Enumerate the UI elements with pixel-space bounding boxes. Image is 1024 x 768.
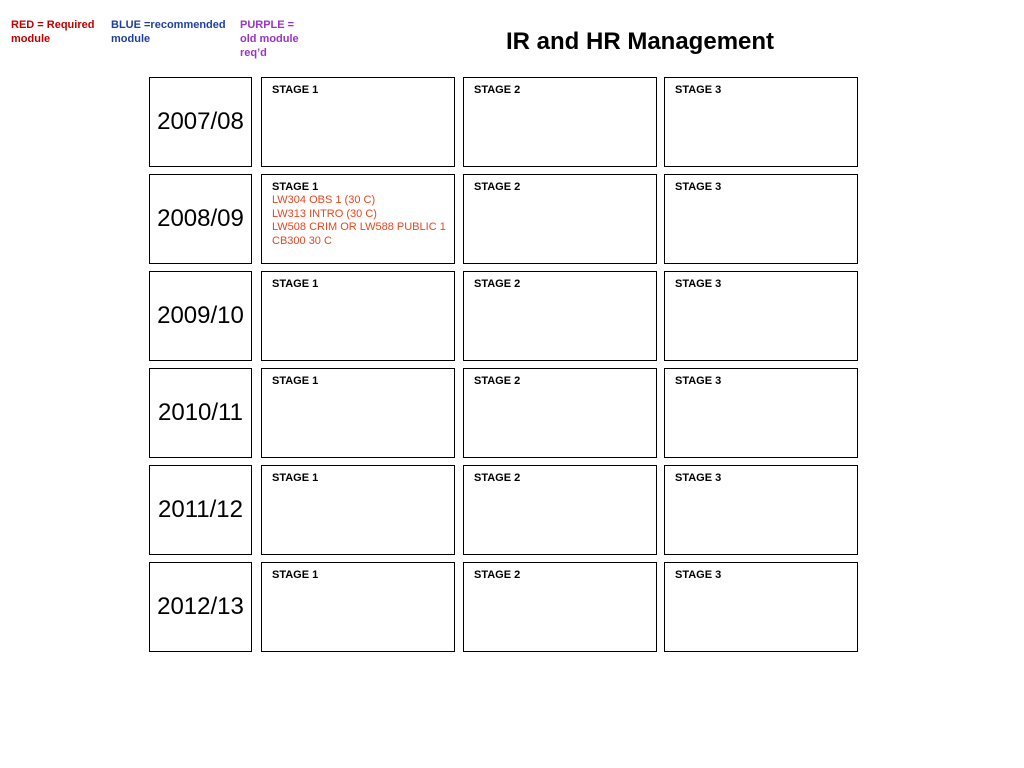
stage-label: STAGE 2 [474,375,521,387]
stage-label: STAGE 1 [272,84,319,96]
module-item: LW304 OBS 1 (30 C) [272,194,376,206]
stage-label: STAGE 2 [474,84,521,96]
module-item: LW508 CRIM OR LW588 PUBLIC 1 [272,221,446,233]
stage-cell [664,174,858,264]
module-item: LW313 INTRO (30 C) [272,207,377,220]
stage-label: STAGE 3 [675,278,722,290]
stage-cell [463,368,657,458]
stage-cell [261,271,455,361]
stage-label: STAGE 2 [474,472,521,484]
year-label: 2011/12 [158,496,243,523]
stage-label: STAGE 1 [272,278,319,290]
year-cell [149,77,252,167]
year-cell [149,174,252,264]
stage-label: STAGE 3 [675,375,722,387]
stage-label: STAGE 1 [272,569,319,581]
year-cell [149,271,252,361]
stage-cell [664,77,858,167]
stage-label: STAGE 3 [675,181,722,193]
stage-cell [463,562,657,652]
stage-label: STAGE 1 [272,375,319,387]
legend-recommended: BLUE =recommended module [111,19,226,45]
stage-label: STAGE 2 [474,278,521,290]
stage-label: STAGE 2 [474,569,521,581]
year-label: 2007/08 [157,108,244,135]
stage-cell [463,174,657,264]
stage-cell [261,465,455,555]
stage-cell [261,368,455,458]
stage-label: STAGE 3 [675,569,722,581]
year-label: 2010/11 [158,399,243,426]
year-label: 2008/09 [157,205,244,232]
stage-cell [664,562,858,652]
stage-label: STAGE 2 [474,181,521,193]
stage-cell [664,465,858,555]
stage-label: STAGE 1 [272,472,319,484]
legend-old-module: PURPLE = old module req’d [240,19,299,59]
stage-label: STAGE 3 [675,84,722,96]
year-cell [149,368,252,458]
stage-label: STAGE 1 [272,181,319,193]
stage-cell [664,271,858,361]
stage-cell [664,368,858,458]
year-cell [149,562,252,652]
stage-cell [261,562,455,652]
module-item: CB300 30 C [272,234,332,247]
module-list [272,194,446,248]
legend-required: RED = Required module [11,19,95,45]
stage-cell [261,174,455,264]
stage-label: STAGE 3 [675,472,722,484]
stage-cell [463,465,657,555]
stage-cell [261,77,455,167]
stage-cell [463,271,657,361]
stage-cell [463,77,657,167]
year-cell [149,465,252,555]
year-label: 2009/10 [157,302,244,329]
page-title: IR and HR Management [506,28,775,55]
year-label: 2012/13 [157,593,244,620]
